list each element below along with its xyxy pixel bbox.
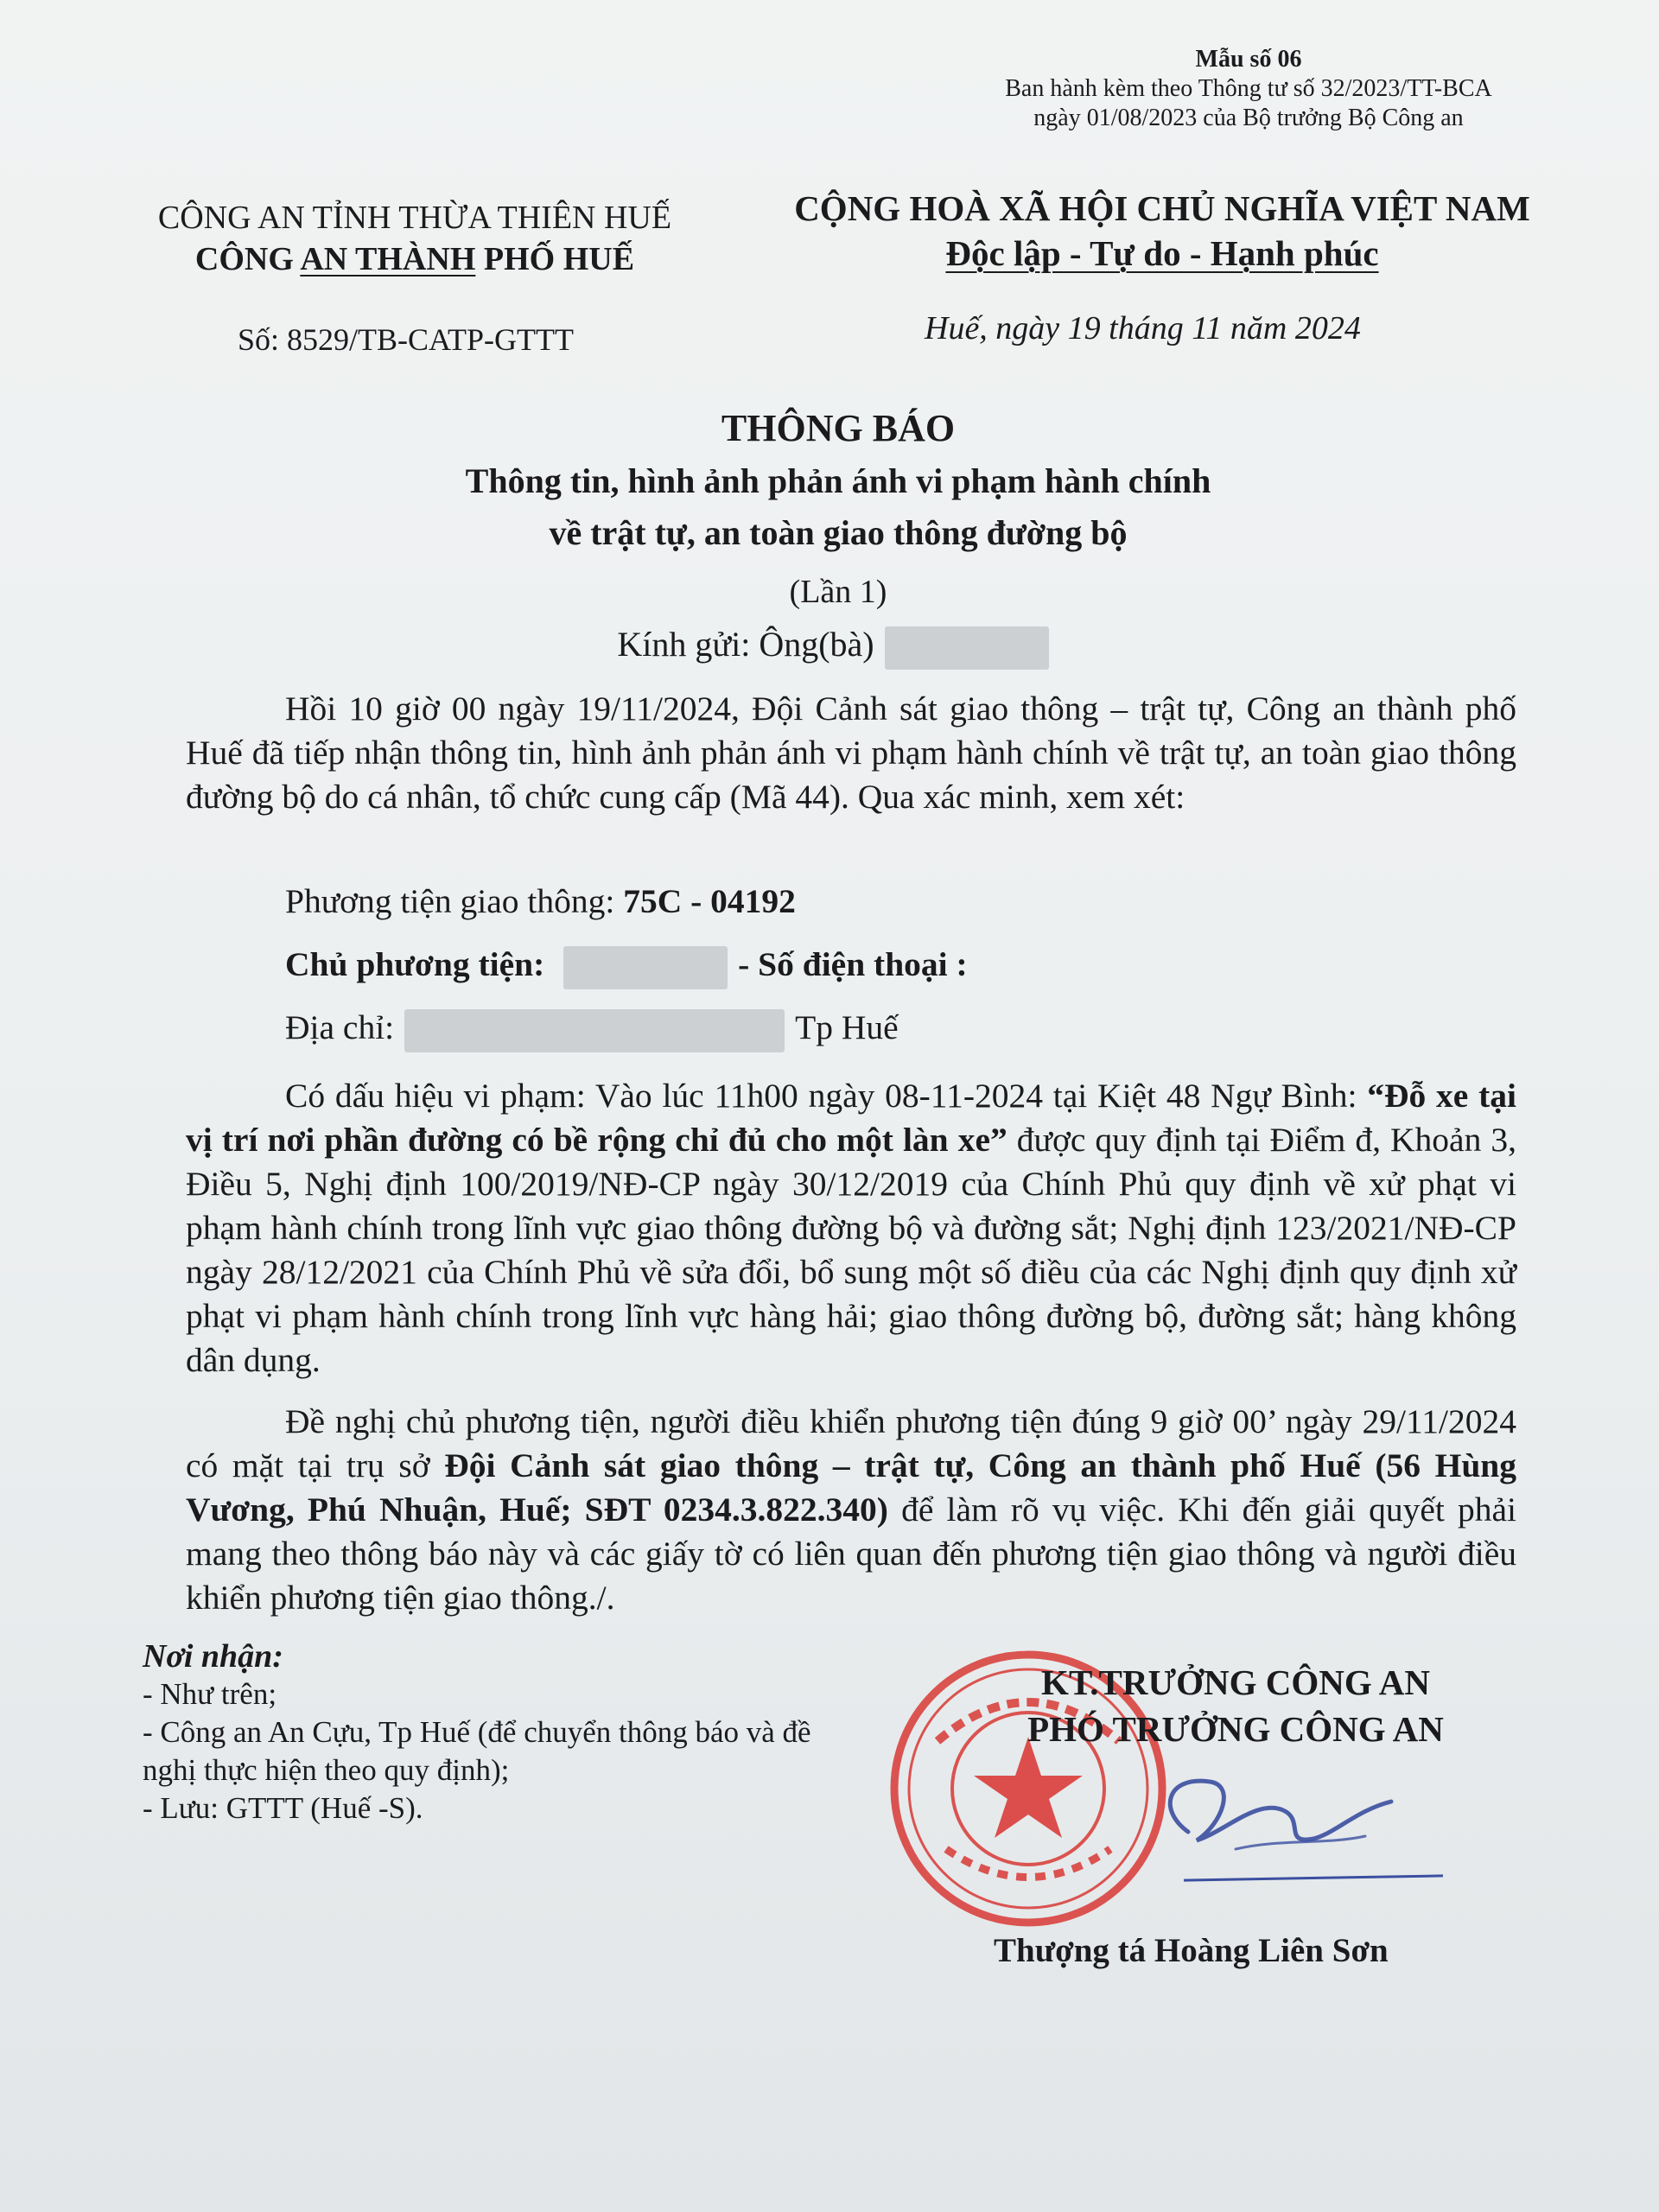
nation-motto: Độc lập - Tự do - Hạnh phúc (945, 233, 1379, 273)
redacted-owner-name (563, 946, 728, 989)
issuer-line-2-pre: CÔNG (194, 241, 301, 277)
request-intro: Đề nghị chủ phương tiện, người điều khiển phương tiện đúng 9 giờ 00’ ngày 29/11/2024 có mặt tại trụ sở (186, 1402, 1516, 1484)
handwritten-signature (1106, 1728, 1452, 1884)
intro-paragraph: Hồi 10 giờ 00 ngày 19/11/2024, Đội Cảnh sát giao thông – trật tự, Công an thành phố Huế đã tiếp nhận thông tin, hình ảnh phản ánh vi phạm hành chính về trật tự, an toàn giao thông đường bộ do cá nhân, tổ chức cung cấp (Mã 44). Qua xác minh, xem xét: (186, 690, 1516, 816)
signature-title-line-2: PHÓ TRƯỞNG CÔNG AN (1027, 1709, 1444, 1749)
issuer-line-2-underlined: AN THÀNH (300, 241, 476, 277)
form-reference-line-1: Ban hành kèm theo Thông tư số 32/2023/TT-BCA (1005, 75, 1492, 102)
recipients-label: Nơi nhận: (143, 1638, 283, 1675)
violation-legal-basis: được quy định tại Điểm đ, Khoản 3, Điều 5, Nghị định 100/2019/NĐ-CP ngày 30/12/2019 của Chính Phủ quy định về xử phạt vi phạm hành chính trong lĩnh vực giao thông đường bộ và đường sắt; Nghị định 123/2021/NĐ-CP ngày 28/12/2021 của Chính Phủ về sửa đổi, bổ sung một số điều của các Nghị định quy định xử phạt vi phạm hành chính trong lĩnh vực hàng hải; giao thông đường bộ, đường sắt; hàng không dân dụng. (186, 1121, 1516, 1379)
document-subtitle-2: về trật tự, an toàn giao thông đường bộ (549, 513, 1128, 552)
document-date: Huế, ngày 19 tháng 11 năm 2024 (925, 310, 1361, 346)
violation-paragraph (186, 1074, 1516, 1382)
request-instructions: để làm rõ vụ việc. Khi đến giải quyết phải mang theo thông báo này và các giấy tờ có liên quan đến phương tiện giao thông và người điều khiển phương tiện giao thông./. (186, 1491, 1516, 1617)
nation-name: CỘNG HOÀ XÃ HỘI CHỦ NGHĨA VIỆT NAM (794, 188, 1530, 228)
request-paragraph (186, 1400, 1516, 1620)
address-label: Địa chỉ: (285, 1008, 395, 1046)
document-number: Số: 8529/TB-CATP-GTTT (238, 322, 575, 357)
issuer-header (130, 197, 700, 280)
phone-label: - Số điện thoại : (738, 945, 968, 983)
form-reference-line-2: ngày 01/08/2023 của Bộ trưởng Bộ Công an (1033, 105, 1464, 131)
recipient-item: - Công an An Cựu, Tp Huế (để chuyển thông báo và đề nghị thực hiện theo quy định); (143, 1715, 811, 1787)
form-number: Mẫu số 06 (1195, 46, 1302, 73)
request-office-address: Đội Cảnh sát giao thông – trật tự, Công an thành phố Huế (56 Hùng Vương, Phú Nhuận, Huế; SĐT 0234.3.822.340) (186, 1446, 1516, 1529)
owner-label: Chủ phương tiện: (285, 945, 554, 983)
nation-header (760, 186, 1564, 276)
redacted-address (404, 1009, 785, 1052)
recipient-item: - Như trên; (143, 1677, 277, 1711)
vehicle-label: Phương tiện giao thông: (285, 882, 624, 920)
document-subtitle-1: Thông tin, hình ảnh phản ánh vi phạm hành chính (465, 461, 1211, 500)
issuer-line-2 (130, 238, 700, 280)
issuer-line-1: CÔNG AN TỈNH THỪA THIÊN HUẾ (157, 200, 672, 236)
violation-intro: Có dấu hiệu vi phạm: Vào lúc 11h00 ngày 08-11-2024 tại Kiệt 48 Ngự Bình: (285, 1077, 1368, 1115)
address-city: Tp Huế (795, 1008, 899, 1046)
signature-title-line-1: KT.TRƯỞNG CÔNG AN (1041, 1662, 1430, 1702)
vehicle-line (285, 881, 796, 921)
recipients-block (143, 1637, 868, 1827)
recipient-item: - Lưu: GTTT (Huế -S). (143, 1791, 423, 1825)
greeting-label: Kính gửi: Ông(bà) (617, 625, 874, 664)
notice-round: (Lần 1) (789, 574, 887, 610)
greeting (259, 624, 1417, 670)
form-number-block (994, 45, 1503, 133)
issuer-line-2-post: PHỐ HUẾ (475, 241, 635, 277)
redacted-recipient-name (885, 626, 1049, 670)
vehicle-plate: 75C - 04192 (623, 882, 796, 920)
owner-line (285, 944, 968, 989)
address-line (285, 1007, 899, 1052)
document-heading: THÔNG BÁO (721, 407, 956, 449)
violation-description: “Đỗ xe tại vị trí nơi phần đường có bề rộng chỉ đủ cho một làn xe” (186, 1077, 1516, 1159)
signer-name: Thượng tá Hoàng Liên Sơn (994, 1932, 1389, 1969)
